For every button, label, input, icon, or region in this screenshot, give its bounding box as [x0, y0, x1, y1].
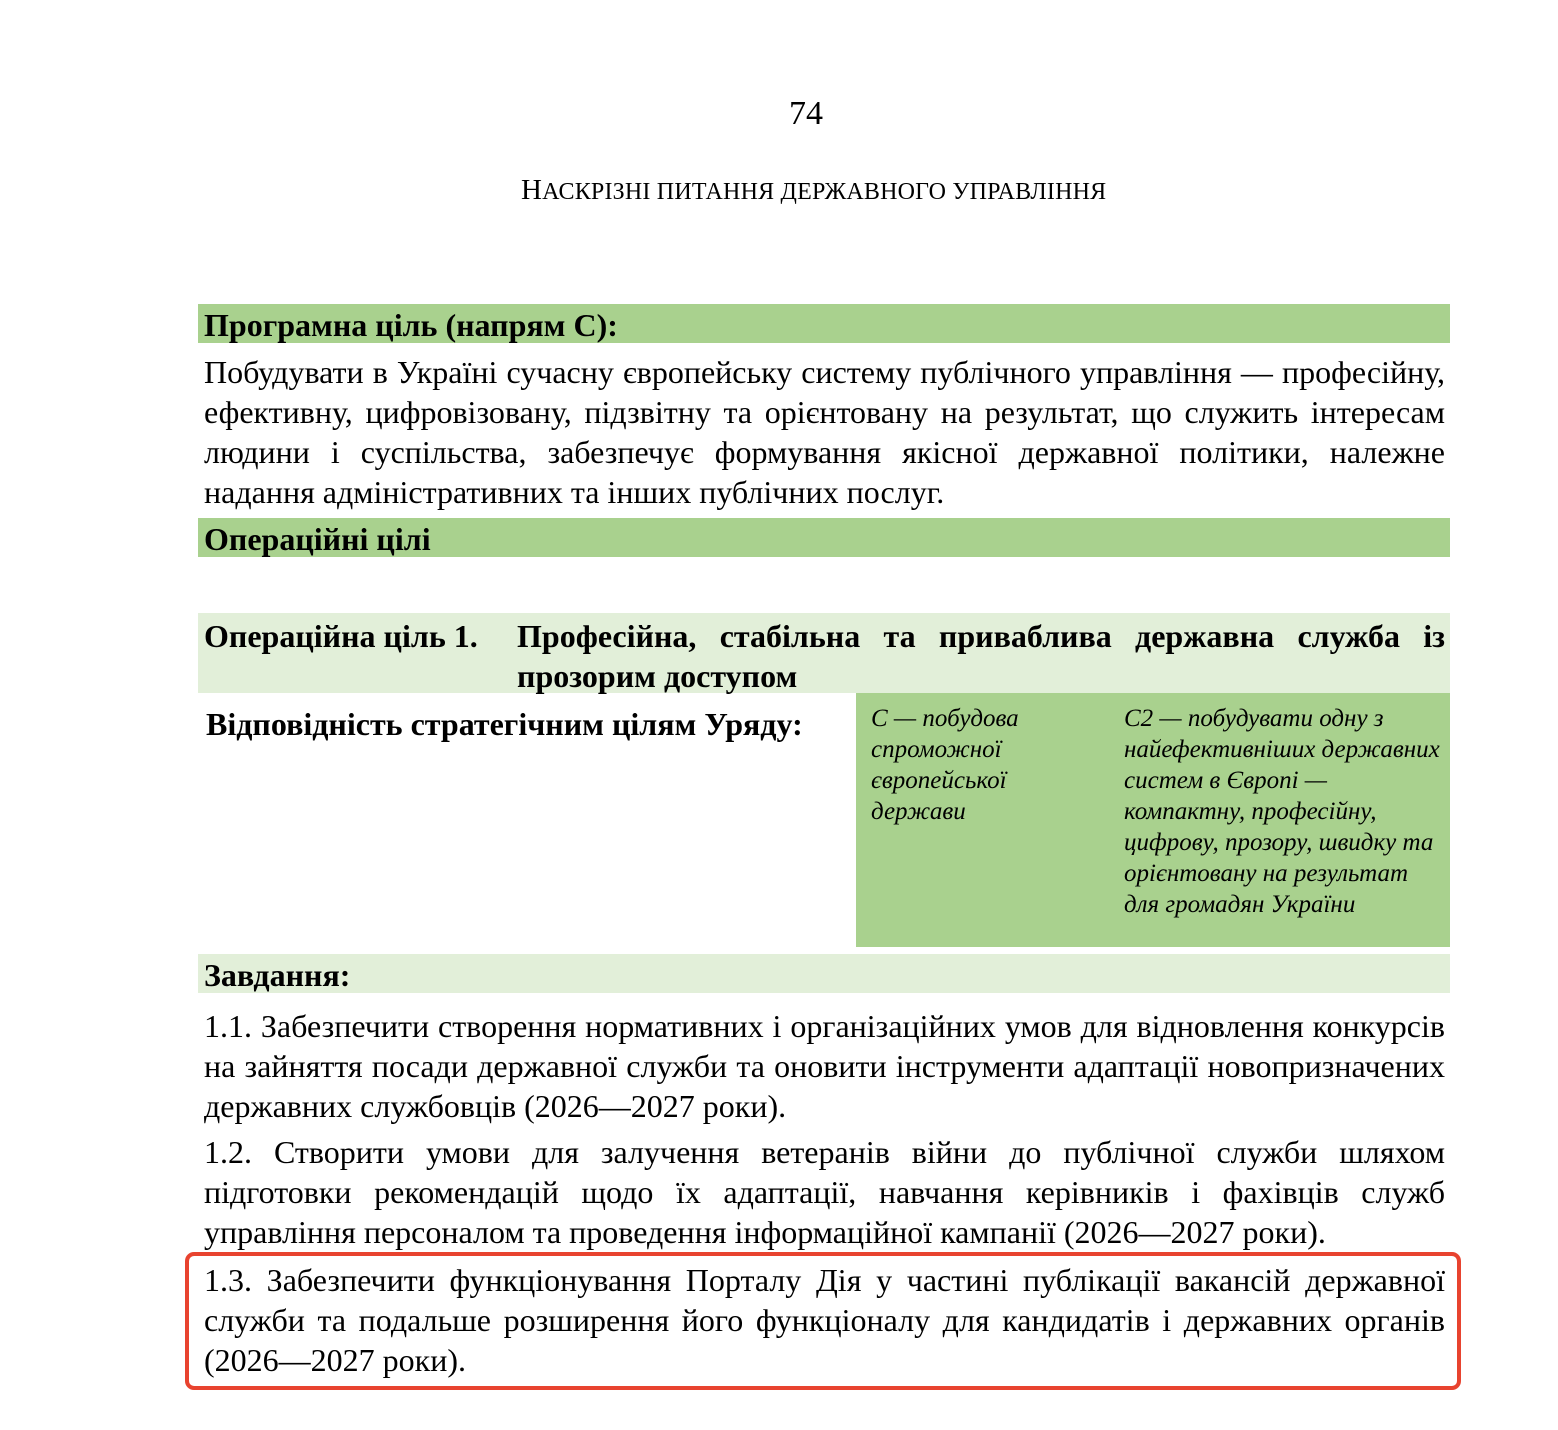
highlight-box [185, 1252, 1461, 1390]
operational-goals-heading: Операційні цілі [198, 518, 1450, 557]
strategic-goal-c2: C2 — побудувати одну з найефективніших державних систем в Європі — компактну, професійну, цифрову, прозору, швидку та орієнтовану на результат для громадян України [1124, 705, 1440, 918]
program-goal-text: Побудувати в Україні сучасну європейську систему публічного управління — професійну, ефективну, цифровізовану, підзвітну та орієнтовану на результат, що служить інтересам людини і суспільства, забезпечує формування якісної державної політики, належне надання адміністративних та інших публічних послуг. [204, 354, 1445, 510]
task-item-1-3: 1.3. Забезпечити функціонування Порталу Дія у частині публікації вакансій державної служби та подальше розширення його функціоналу для кандидатів і державних органів (2026—2027 роки). [204, 1262, 1445, 1378]
operational-goal-1-title: Професійна, стабільна та приваблива державна служба із прозорим доступом [517, 618, 1445, 694]
tasks-heading: Завдання: [198, 954, 1450, 993]
program-goal-heading: Програмна ціль (напрям C): [198, 304, 1450, 343]
compliance-label: Відповідність стратегічним цілям Уряду: [206, 706, 803, 742]
task-item-1-2: 1.2. Створити умови для залучення ветеранів війни до публічної служби шляхом підготовки рекомендацій щодо їх адаптації, навчання керівників і фахівців служб управління персоналом та проведення інформаційної кампанії (2026—2027 роки). [204, 1134, 1445, 1250]
page-number: 74 [789, 95, 823, 132]
section-title-initial: Н [521, 174, 543, 206]
strategic-goal-c: C — побудова спроможної європейської держави [871, 705, 1019, 825]
operational-goal-1-label: Операційна ціль 1. [204, 618, 478, 654]
task-item-1-1: 1.1. Забезпечити створення нормативних і організаційних умов для відновлення конкурсів на зайняття посади державної служби та оновити інструменти адаптації новопризначених державних службовців (2026—2027 роки). [204, 1008, 1445, 1124]
section-title [521, 172, 1106, 210]
section-title-rest: АСКРІЗНІ ПИТАННЯ ДЕРЖАВНОГО УПРАВЛІННЯ [542, 179, 1107, 205]
